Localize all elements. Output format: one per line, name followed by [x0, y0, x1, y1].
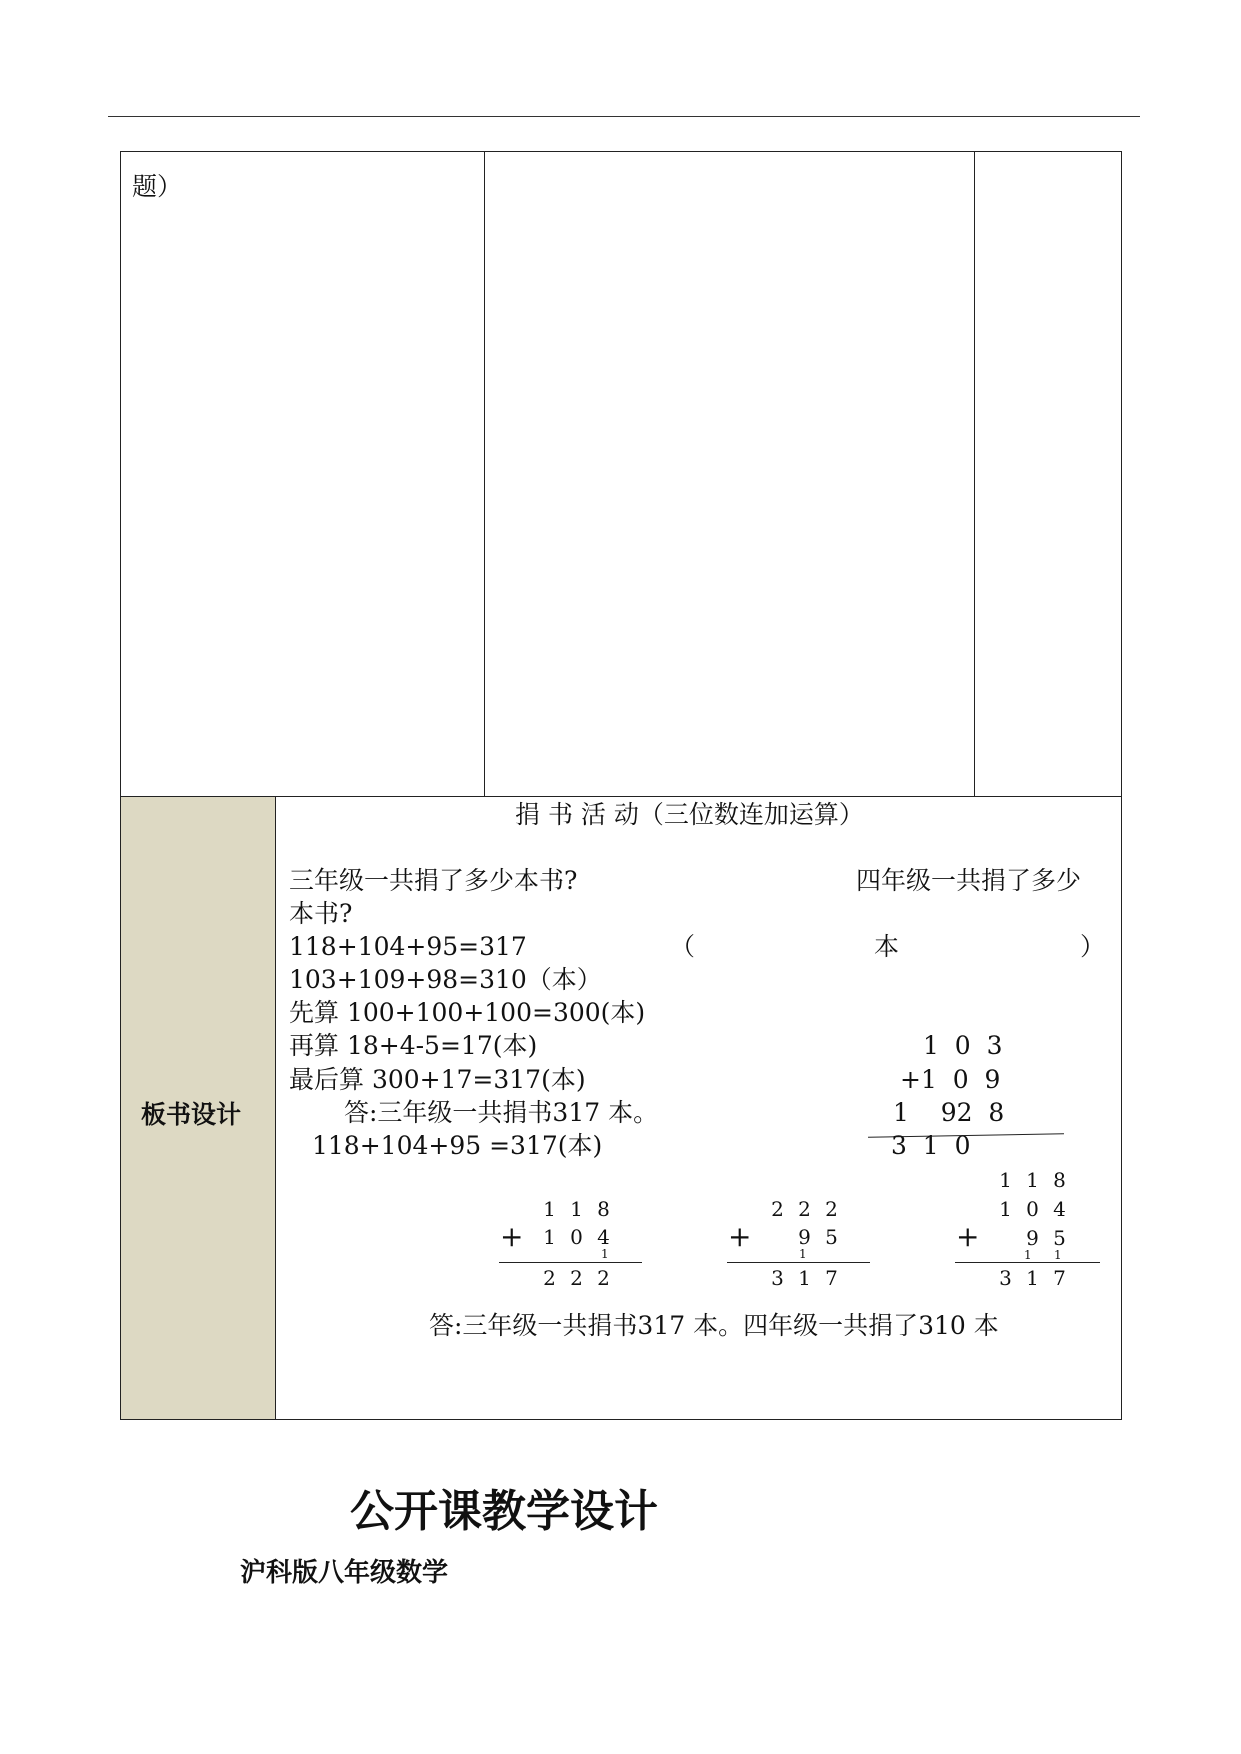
- digit: 1: [543, 1225, 556, 1249]
- board-design-label: 板书设计: [141, 1100, 242, 1129]
- digit: 1: [543, 1197, 556, 1221]
- paren-open: （: [670, 932, 696, 961]
- digit: 1: [999, 1168, 1012, 1192]
- digit: 1: [1026, 1266, 1039, 1290]
- page-subheading: 沪科版八年级数学: [240, 1558, 449, 1588]
- question-grade4: 四年级一共捐了多少: [856, 866, 1082, 895]
- right-calc-row: 1 92 8: [893, 1098, 1005, 1127]
- digit: 4: [1053, 1197, 1066, 1221]
- final-answer: 答:三年级一共捐书317 本。四年级一共捐了310 本: [429, 1311, 999, 1340]
- digit: 0: [570, 1225, 583, 1249]
- digit: 4: [597, 1225, 610, 1249]
- digit: 8: [597, 1197, 610, 1221]
- column-divider: [484, 151, 485, 797]
- digit: 9: [1026, 1226, 1039, 1250]
- digit: 1: [999, 1197, 1012, 1221]
- equation-line: 103+109+98=310（本）: [289, 965, 602, 994]
- digit: 2: [597, 1266, 610, 1290]
- digit: 1: [798, 1266, 811, 1290]
- digit: 8: [1053, 1168, 1066, 1192]
- digit: 5: [1053, 1226, 1066, 1250]
- cell-text-continuation: 题）: [132, 172, 183, 201]
- carry-digit: 1: [601, 1247, 609, 1261]
- paren-close: ）: [1080, 932, 1106, 961]
- carry-digit: 1: [799, 1247, 807, 1261]
- right-calc-row: +1 0 9: [900, 1065, 1001, 1094]
- column-divider: [275, 796, 276, 1420]
- paren-unit: 本: [874, 932, 900, 961]
- plus-sign: +: [500, 1220, 524, 1253]
- digit: 3: [999, 1266, 1012, 1290]
- sum-rule: [727, 1262, 870, 1263]
- equation-line: 先算 100+100+100=300(本): [289, 998, 646, 1027]
- equation-line: 再算 18+4-5=17(本): [289, 1031, 538, 1060]
- right-calc-row: 3 1 0: [891, 1131, 971, 1160]
- plus-sign: +: [728, 1220, 752, 1253]
- digit: 7: [1053, 1266, 1066, 1290]
- digit: 2: [825, 1197, 838, 1221]
- equation-line: 最后算 300+17=317(本): [289, 1065, 586, 1094]
- sum-rule: [955, 1262, 1100, 1263]
- digit: 5: [825, 1225, 838, 1249]
- plus-sign: +: [956, 1220, 980, 1253]
- answer-line: 答:三年级一共捐书317 本。: [344, 1098, 659, 1127]
- header-rule: [108, 116, 1140, 117]
- column-divider: [974, 151, 975, 797]
- digit: 2: [771, 1197, 784, 1221]
- digit: 7: [825, 1266, 838, 1290]
- sum-rule: [499, 1262, 642, 1263]
- equation-line: 118+104+95 =317(本): [312, 1131, 603, 1160]
- digit: 1: [570, 1197, 583, 1221]
- digit: 2: [543, 1266, 556, 1290]
- carry-digit: 1: [1024, 1248, 1032, 1262]
- digit: 0: [1026, 1197, 1039, 1221]
- digit: 3: [771, 1266, 784, 1290]
- digit: 2: [570, 1266, 583, 1290]
- page-heading: 公开课教学设计: [350, 1486, 658, 1537]
- digit: 9: [798, 1225, 811, 1249]
- question-continuation: 本书?: [289, 899, 353, 928]
- equation-line: 118+104+95=317: [289, 932, 527, 961]
- board-title: 捐 书 活 动（三位数连加运算）: [515, 800, 864, 829]
- digit: 1: [1026, 1168, 1039, 1192]
- right-calc-row: 1 0 3: [923, 1031, 1003, 1060]
- question-grade3: 三年级一共捐了多少本书?: [289, 866, 578, 895]
- digit: 2: [798, 1197, 811, 1221]
- carry-digit: 1: [1054, 1248, 1062, 1262]
